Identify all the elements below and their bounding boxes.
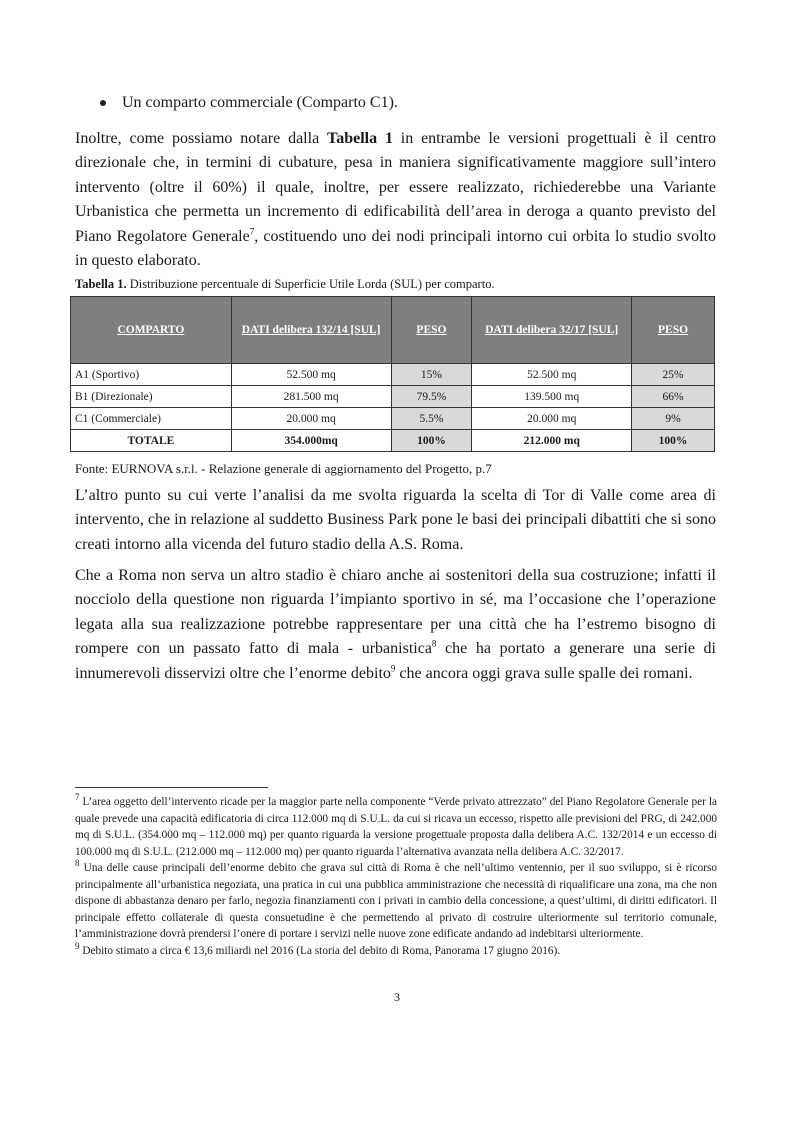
p1-text-a: Inoltre, come possiamo notare dalla bbox=[75, 130, 328, 147]
cell-total-peso-2: 100% bbox=[632, 430, 715, 452]
footnote bbox=[75, 860, 717, 943]
cell-dati-132: 52.500 mq bbox=[231, 364, 391, 386]
header-comparto: COMPARTO bbox=[71, 297, 232, 364]
sul-table bbox=[70, 296, 715, 452]
cell-peso-1: 5.5% bbox=[391, 408, 472, 430]
cell-total-peso-1: 100% bbox=[391, 430, 472, 452]
caption-text: Distribuzione percentuale di Superficie Utile Lorda (SUL) per comparto. bbox=[126, 277, 495, 291]
cell-dati-32: 20.000 mq bbox=[472, 408, 632, 430]
footnote-text: Una delle cause principali dell’enorme debito che grava sul città di Roma è che nell’ultimo ventennio, per il suo sviluppo, si è ricorso principalmente all’urbanistica negoziata, una pratica in cui una pubblica amministrazione che necessità di riqualificare una zona, ma che non dispone di abbastanza denaro per farlo, negozia finanziamenti con i privati in cambio della concessione, a quest’ultimi, di diritti edificatori. Il principale effetto collaterale di questa consuetudine è che permettendo al privato di costruire ulteriormente sul territorio comunale, l’amministrazione dovrà prendersi l’onere di portare i servizi nelle nuove zone edificate andando ad indebitarsi ulteriormente. bbox=[75, 862, 717, 940]
cell-dati-132: 20.000 mq bbox=[231, 408, 391, 430]
cell-peso-1: 15% bbox=[391, 364, 472, 386]
footnote bbox=[75, 940, 717, 960]
paragraph-1 bbox=[75, 127, 716, 273]
cell-comparto: C1 (Commerciale) bbox=[71, 408, 232, 430]
table-header-row bbox=[71, 297, 715, 364]
table-reference: Tabella 1 bbox=[327, 130, 393, 147]
cell-total-132: 354.000mq bbox=[231, 430, 391, 452]
table-total-row bbox=[71, 430, 715, 452]
footnote-ref-7[interactable]: 7 bbox=[249, 226, 255, 237]
header-peso-1: PESO bbox=[391, 297, 472, 364]
footnote-number: 7 bbox=[75, 792, 80, 803]
footnote-ref-8[interactable]: 8 bbox=[431, 638, 437, 649]
table-source: Fonte: EURNOVA s.r.l. - Relazione generale di aggiornamento del Progetto, p.7 bbox=[75, 461, 492, 476]
table-row bbox=[71, 364, 715, 386]
paragraph-2: L’altro punto su cui verte l’analisi da me svolta riguarda la scelta di Tor di Valle come area di intervento, che in relazione al suddetto Business Park pone le basi dei principali dibattiti che si sono creati intorno alla vicenda del futuro stadio della A.S. Roma. bbox=[75, 487, 716, 553]
cell-total-label: TOTALE bbox=[71, 430, 232, 452]
footnote-number: 9 bbox=[75, 940, 80, 951]
footnote bbox=[75, 794, 717, 860]
header-dati-132: DATI delibera 132/14 [SUL] bbox=[231, 297, 391, 364]
footnote-ref-9[interactable]: 9 bbox=[390, 663, 396, 674]
header-peso-2: PESO bbox=[632, 297, 715, 364]
p3-text-c: che ancora oggi grava sulle spalle dei romani. bbox=[395, 664, 693, 682]
cell-dati-132: 281.500 mq bbox=[231, 386, 391, 408]
cell-peso-2: 25% bbox=[632, 364, 715, 386]
bullet-dot-icon bbox=[100, 100, 106, 106]
footnote-divider bbox=[75, 787, 268, 788]
p3-text-a: Che a Roma non serva un altro stadio è chiaro anche ai sostenitori della sua costruzione; infatti il nocciolo della questione non riguarda l’impianto sportivo in sé, ma l’occasione che l’operazione legata alla sua realizzazione potrebbe rappresentare per una città che ha l’estremo bisogno di rompere con un passato fatto di mala - urbanistica bbox=[75, 567, 716, 658]
p3-text-b: che ha portato a generare una serie di innumerevoli disservizi oltre che l’enorme debito bbox=[75, 640, 716, 682]
paragraph-3 bbox=[75, 564, 716, 686]
table-row bbox=[71, 386, 715, 408]
table-row bbox=[71, 408, 715, 430]
header-dati-32: DATI delibera 32/17 [SUL] bbox=[472, 297, 632, 364]
cell-dati-32: 52.500 mq bbox=[472, 364, 632, 386]
footnote-text: L’area oggetto dell’intervento ricade per la maggior parte nella componente “Verde privato attrezzato” del Piano Regolatore Generale per la quale prevede una capacità edificatoria di circa 112.000 mq di S.U.L. da cui si ricava un eccesso, rispetto alle previsioni del PRG, di 242.000 mq di S.U.L. (354.000 mq – 112.000 mq) per quanto riguarda la versione progettuale proposta dalla delibera A.C. 132/2014 e un eccesso di 100.000 mq di S.U.L. (212.000 mq – 112.000 mq) per quanto riguarda l’alternativa avanzata nella delibera A.C. 32/2017. bbox=[75, 796, 717, 858]
table-caption bbox=[75, 277, 495, 292]
cell-comparto: A1 (Sportivo) bbox=[71, 364, 232, 386]
page-number: 3 bbox=[394, 990, 400, 1004]
cell-comparto: B1 (Direzionale) bbox=[71, 386, 232, 408]
p1-text-c: , costituendo uno dei nodi principali intorno cui orbita lo studio svolto in questo elaborato. bbox=[75, 227, 717, 270]
footnote-number: 8 bbox=[75, 858, 80, 869]
footnote-text: Debito stimato a circa € 13,6 miliardi nel 2016 (La storia del debito di Roma, Panorama 17 giugno 2016). bbox=[79, 944, 561, 957]
caption-label: Tabella 1. bbox=[75, 277, 127, 291]
bullet-text: Un comparto commerciale (Comparto C1). bbox=[122, 94, 398, 111]
cell-peso-2: 66% bbox=[632, 386, 715, 408]
cell-total-32: 212.000 mq bbox=[472, 430, 632, 452]
cell-peso-1: 79.5% bbox=[391, 386, 472, 408]
cell-dati-32: 139.500 mq bbox=[472, 386, 632, 408]
cell-peso-2: 9% bbox=[632, 408, 715, 430]
p1-text-b: in entrambe le versioni progettuali è il centro direzionale che, in termini di cubature, pesa in maniera significativamente maggiore sull’intero intervento (oltre il 60%) il quale, inoltre, per essere realizzato, richiederebbe una Variante Urbanistica che permetta un incremento di edificabilità dell’area in deroga a quanto previsto del Piano Regolatore Generale bbox=[75, 130, 717, 245]
footnotes bbox=[75, 794, 717, 959]
bullet-item bbox=[100, 94, 398, 112]
